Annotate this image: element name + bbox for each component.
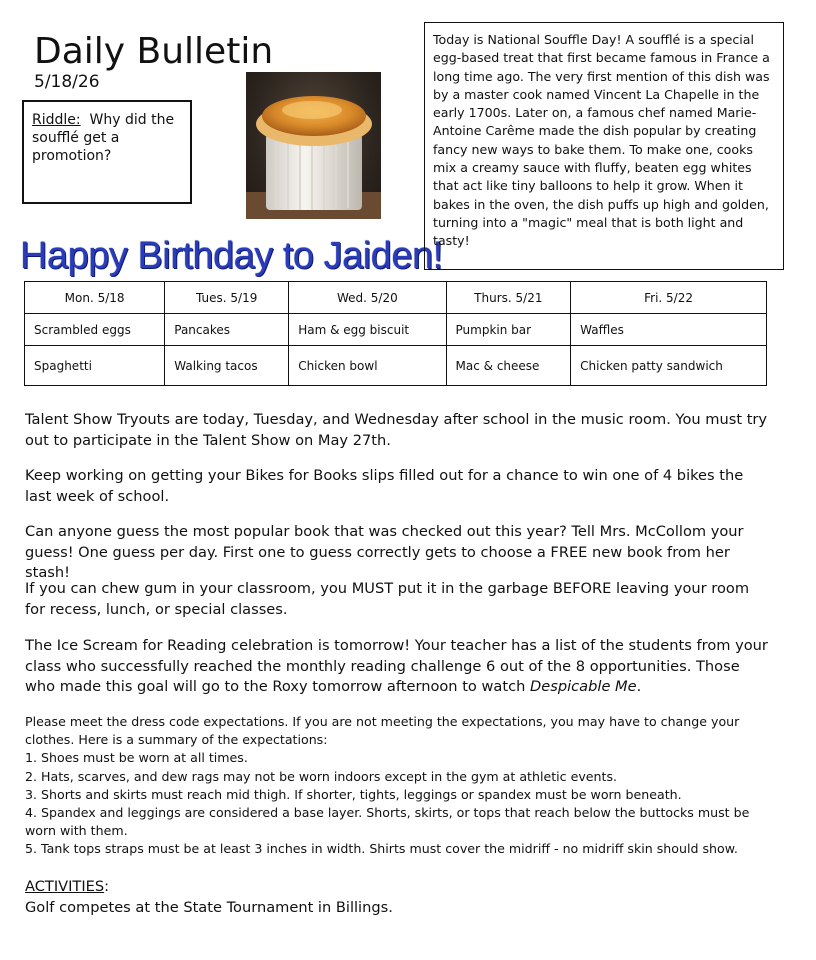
riddle-question: Why did the soufflé get a promotion?: [32, 112, 175, 164]
lunch-menu-table: [24, 281, 767, 386]
dress-code-item: 3. Shorts and skirts must reach mid thigh. If shorter, tights, leggings or spandex must be worn beneath.: [25, 786, 682, 802]
bulletin-date: 5/18/26: [34, 72, 100, 92]
menu-cell: Pancakes: [165, 314, 289, 346]
menu-lunch-row: [25, 346, 767, 386]
ice-scream-end: .: [636, 678, 642, 695]
bikes-announcement: Keep working on getting your Bikes for Books slips filled out for a chance to win one of 4 bikes the last week of school.: [25, 467, 744, 505]
activities-heading-line: [25, 877, 393, 898]
dress-code-intro: Please meet the dress code expectations. If you are not meeting the expectations, you may have to change your clothes. Here is a summary of the expectations:: [25, 714, 740, 748]
dress-code-item: 4. Spandex and leggings are considered a base layer. Shorts, skirts, or tops that reach below the buttocks must be worn with them.: [25, 805, 750, 839]
ice-scream-text: The Ice Scream for Reading celebration is tomorrow! Your teacher has a list of the students from your class who successfully reached the monthly reading challenge 6 out of the 8 opportunities. Those who made this goal will go to the Roxy tomorrow afternoon to watch: [25, 637, 768, 695]
menu-cell: Chicken patty sandwich: [571, 346, 767, 386]
gum-announcement: If you can chew gum in your classroom, you MUST put it in the garbage BEFORE leaving your room for recess, lunch, or special classes.: [25, 580, 750, 618]
menu-cell: Scrambled eggs: [25, 314, 165, 346]
ice-scream-announcement: [25, 636, 770, 698]
riddle-box: [22, 100, 192, 204]
menu-day: Fri. 5/22: [571, 282, 767, 314]
bulletin-title: Daily Bulletin: [34, 31, 274, 72]
activities-heading: ACTIVITIES: [25, 878, 105, 895]
souffle-image: [246, 72, 381, 219]
dress-code-item: 2. Hats, scarves, and dew rags may not be worn indoors except in the gym at athletic events.: [25, 768, 618, 784]
activities-colon: :: [104, 878, 110, 895]
menu-cell: Spaghetti: [25, 346, 165, 386]
menu-cell: Walking tacos: [165, 346, 289, 386]
menu-day: Wed. 5/20: [289, 282, 446, 314]
talent-show-announcement: Talent Show Tryouts are today, Tuesday, and Wednesday after school in the music room. You must try out to participate in the Talent Show on May 27th.: [25, 411, 768, 449]
menu-cell: Mac & cheese: [446, 346, 571, 386]
dress-code-item: 5. Tank tops straps must be at least 3 inches in width. Shirts must cover the midriff - no midriff skin should show.: [25, 841, 738, 857]
activities-text: Golf competes at the State Tournament in Billings.: [25, 898, 393, 916]
riddle-label: Riddle:: [32, 112, 81, 128]
activities-section: [25, 877, 393, 918]
menu-cell: Ham & egg biscuit: [289, 314, 446, 346]
menu-day: Thurs. 5/21: [446, 282, 571, 314]
menu-breakfast-row: [25, 314, 767, 346]
book-guess-announcement: Can anyone guess the most popular book that was checked out this year? Tell Mrs. McCollom your guess! One guess per day. First one to guess correctly gets to choose a FREE new book from her stash!: [25, 523, 744, 581]
fact-box: Today is National Souffle Day! A soufflé is a special egg-based treat that first became famous in France a long time ago. The very first mention of this dish was by a master cook named Vincent La Chapelle in the early 1700s. Later on, a famous chef named Marie-Antoine Carême made the dish popular by creating fancy new ways to bake them. To make one, cooks mix a creamy sauce with fluffy, beaten egg whites that act like tiny balloons to help it grow. When it bakes in the oven, the dish puffs up high and golden, turning into a "magic" meal that is both light and tasty!: [424, 22, 784, 270]
menu-day: Tues. 5/19: [165, 282, 289, 314]
menu-cell: Pumpkin bar: [446, 314, 571, 346]
menu-cell: Waffles: [571, 314, 767, 346]
dress-code-section: [25, 713, 770, 859]
birthday-banner: Happy Birthday to Jaiden!: [20, 235, 443, 277]
menu-cell: Chicken bowl: [289, 346, 446, 386]
menu-day: Mon. 5/18: [25, 282, 165, 314]
souffle-photo: [246, 72, 381, 219]
dress-code-item: 1. Shoes must be worn at all times.: [25, 750, 248, 766]
menu-header-row: [25, 282, 767, 314]
movie-title: Despicable Me: [530, 678, 637, 695]
